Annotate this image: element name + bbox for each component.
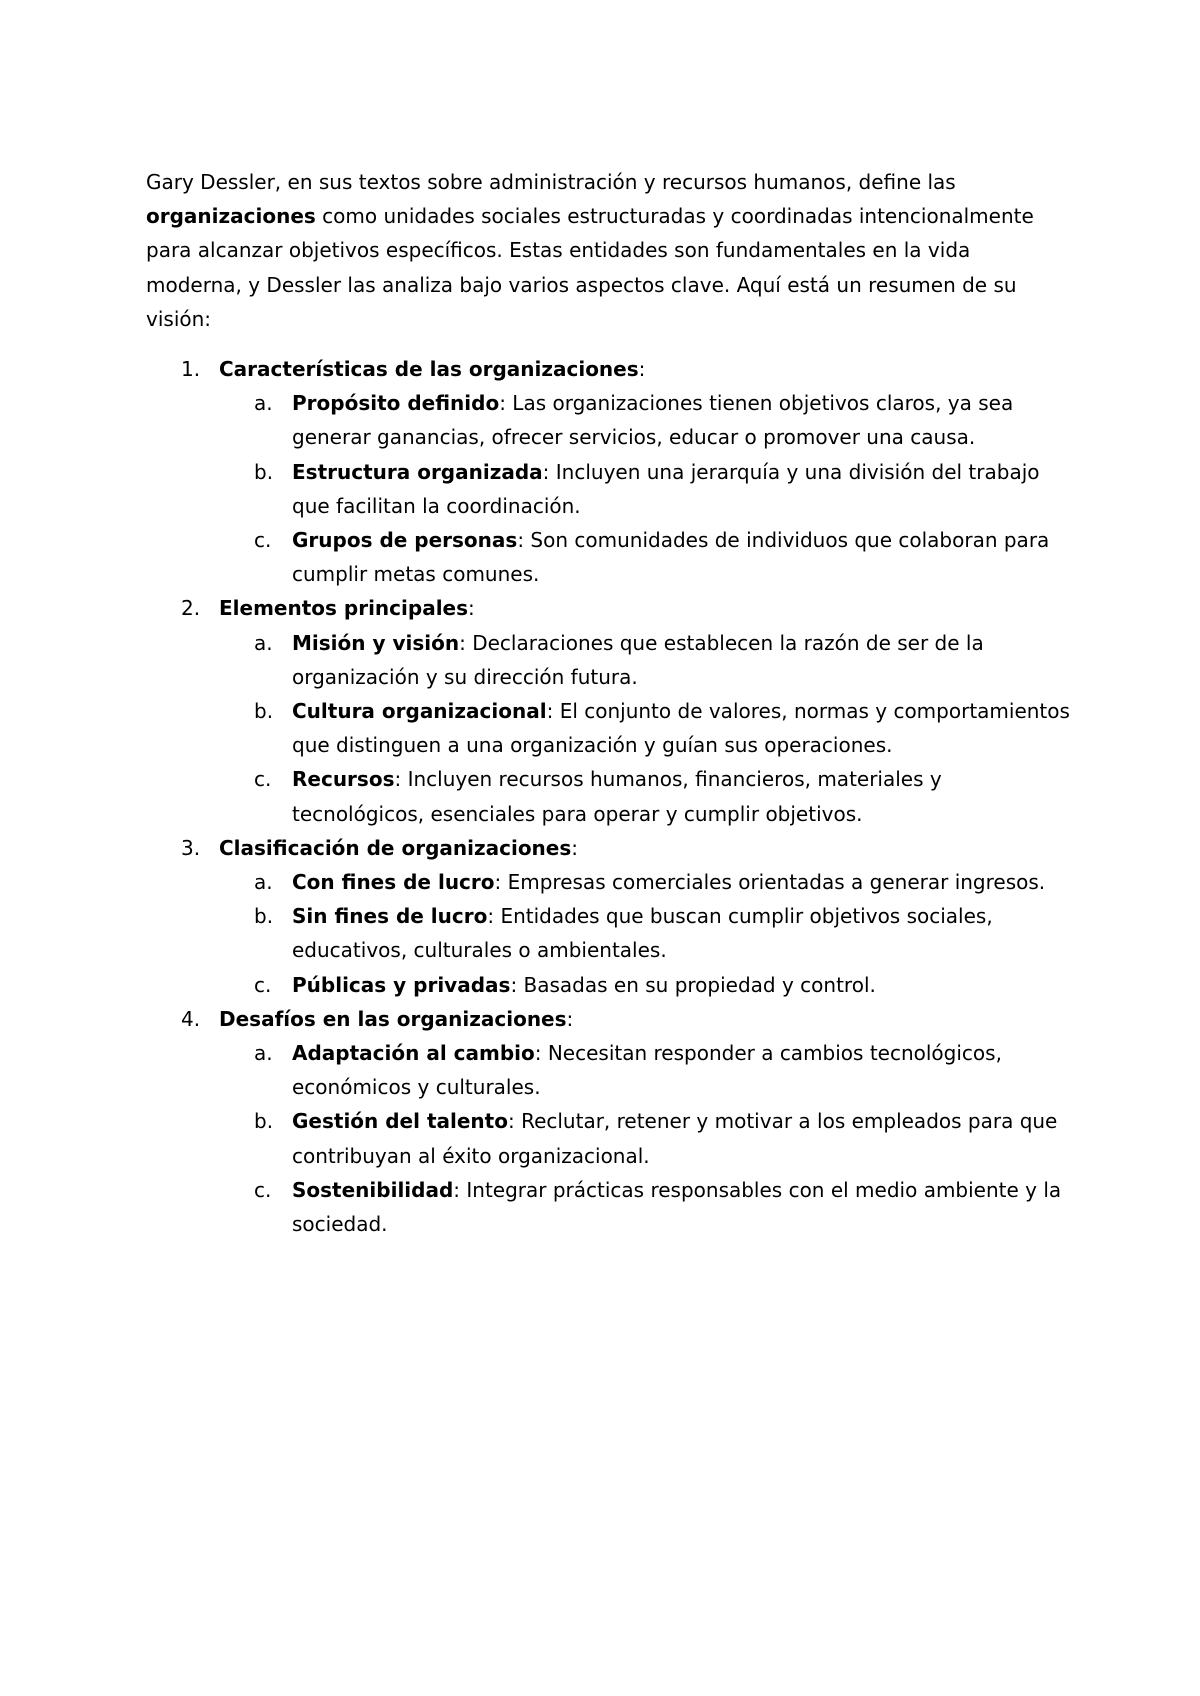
item-text: : Empresas comerciales orientadas a generar ingresos.	[494, 870, 1046, 895]
section-2	[146, 591, 1076, 830]
intro-paragraph	[146, 165, 1056, 336]
section-1	[146, 352, 1076, 591]
item-letter: b.	[254, 1109, 274, 1134]
section-3	[146, 831, 1076, 1002]
section-4	[146, 1002, 1076, 1241]
intro-post-text: como unidades sociales estructuradas y coordinadas intencionalmente para alcanzar objetivos específicos. Estas entidades son fundamentales en la vida moderna, y Dessler las analiza bajo varios aspectos clave. Aquí está un resumen de su visión:	[146, 204, 1034, 331]
item-list	[146, 386, 1076, 591]
item-list	[146, 626, 1076, 831]
item-list	[146, 1036, 1076, 1241]
section-number: 3.	[181, 835, 201, 860]
section-title: Desafíos en las organizaciones	[219, 1006, 567, 1031]
list-item	[146, 694, 1072, 762]
section-heading	[219, 1007, 573, 1031]
item-letter: b.	[254, 459, 274, 484]
section-title: Características de las organizaciones	[219, 357, 639, 382]
list-item	[146, 386, 1072, 454]
list-item	[146, 1104, 1072, 1172]
item-text: : Las organizaciones tienen objetivos claros, ya sea generar ganancias, ofrecer servicios, educar o promover una causa.	[292, 391, 1014, 450]
list-item	[146, 899, 1072, 967]
item-term: Gestión del talento	[292, 1109, 508, 1134]
item-text: : Integrar prácticas responsables con el medio ambiente y la sociedad.	[292, 1177, 1062, 1237]
section-number: 4.	[181, 1006, 201, 1031]
item-term: Con fines de lucro	[292, 870, 495, 895]
item-text: : Incluyen recursos humanos, financieros, materiales y tecnológicos, esenciales para operar y cumplir objetivos.	[292, 767, 942, 826]
item-letter: b.	[254, 904, 274, 929]
item-letter: c.	[254, 972, 272, 997]
section-heading	[219, 357, 645, 381]
item-letter: c.	[254, 528, 272, 553]
intro-pre-text: Gary Dessler, en sus textos sobre administración y recursos humanos, define las	[146, 170, 956, 194]
section-title: Clasificación de organizaciones	[219, 835, 572, 860]
section-colon: :	[571, 835, 579, 860]
section-list	[146, 352, 1076, 1241]
list-item	[146, 1036, 1072, 1104]
section-colon: :	[566, 1006, 574, 1031]
item-text: : El conjunto de valores, normas y comportamientos que distinguen a una organización y guían sus operaciones.	[292, 699, 1070, 758]
document-body	[146, 165, 1076, 1241]
section-heading	[219, 836, 578, 860]
item-text: : Son comunidades de individuos que colaboran para cumplir metas comunes.	[292, 528, 1050, 587]
item-term: Estructura organizada	[292, 459, 543, 484]
item-term: Sostenibilidad	[292, 1177, 454, 1202]
item-term: Propósito definido	[292, 391, 500, 416]
item-list	[146, 865, 1076, 1002]
section-number: 2.	[181, 596, 201, 621]
item-letter: c.	[254, 1177, 272, 1202]
item-text: : Necesitan responder a cambios tecnológicos, económicos y culturales.	[292, 1041, 1002, 1100]
item-term: Grupos de personas	[292, 528, 518, 553]
section-number: 1.	[181, 357, 201, 382]
list-item	[146, 1173, 1072, 1241]
list-item	[146, 968, 1072, 1002]
list-item	[146, 455, 1072, 523]
item-text: : Reclutar, retener y motivar a los empleados para que contribuyan al éxito organizacional.	[292, 1109, 1058, 1168]
item-letter: a.	[254, 630, 273, 655]
item-term: Públicas y privadas	[292, 972, 511, 997]
item-text: : Declaraciones que establecen la razón de ser de la organización y su dirección futura.	[292, 630, 984, 689]
item-letter: b.	[254, 699, 274, 724]
section-colon: :	[638, 357, 646, 382]
item-letter: a.	[254, 1041, 273, 1066]
list-item	[146, 865, 1072, 899]
item-term: Sin fines de lucro	[292, 904, 488, 929]
section-title: Elementos principales	[219, 596, 469, 621]
intro-bold-term: organizaciones	[146, 204, 316, 229]
item-text: : Entidades que buscan cumplir objetivos sociales, educativos, culturales o ambientales.	[292, 904, 993, 963]
list-item	[146, 523, 1072, 591]
item-term: Recursos	[292, 767, 395, 792]
item-letter: a.	[254, 391, 273, 416]
list-item	[146, 762, 1072, 830]
item-text: : Incluyen una jerarquía y una división del trabajo que facilitan la coordinación.	[292, 459, 1040, 518]
item-text: : Basadas en su propiedad y control.	[510, 972, 876, 997]
item-term: Cultura organizacional	[292, 699, 547, 724]
section-colon: :	[468, 596, 475, 621]
item-letter: a.	[254, 870, 273, 895]
list-item	[146, 626, 1072, 694]
section-heading	[219, 596, 475, 620]
item-letter: c.	[254, 767, 272, 792]
item-term: Misión y visión	[292, 630, 460, 655]
item-term: Adaptación al cambio	[292, 1041, 535, 1066]
